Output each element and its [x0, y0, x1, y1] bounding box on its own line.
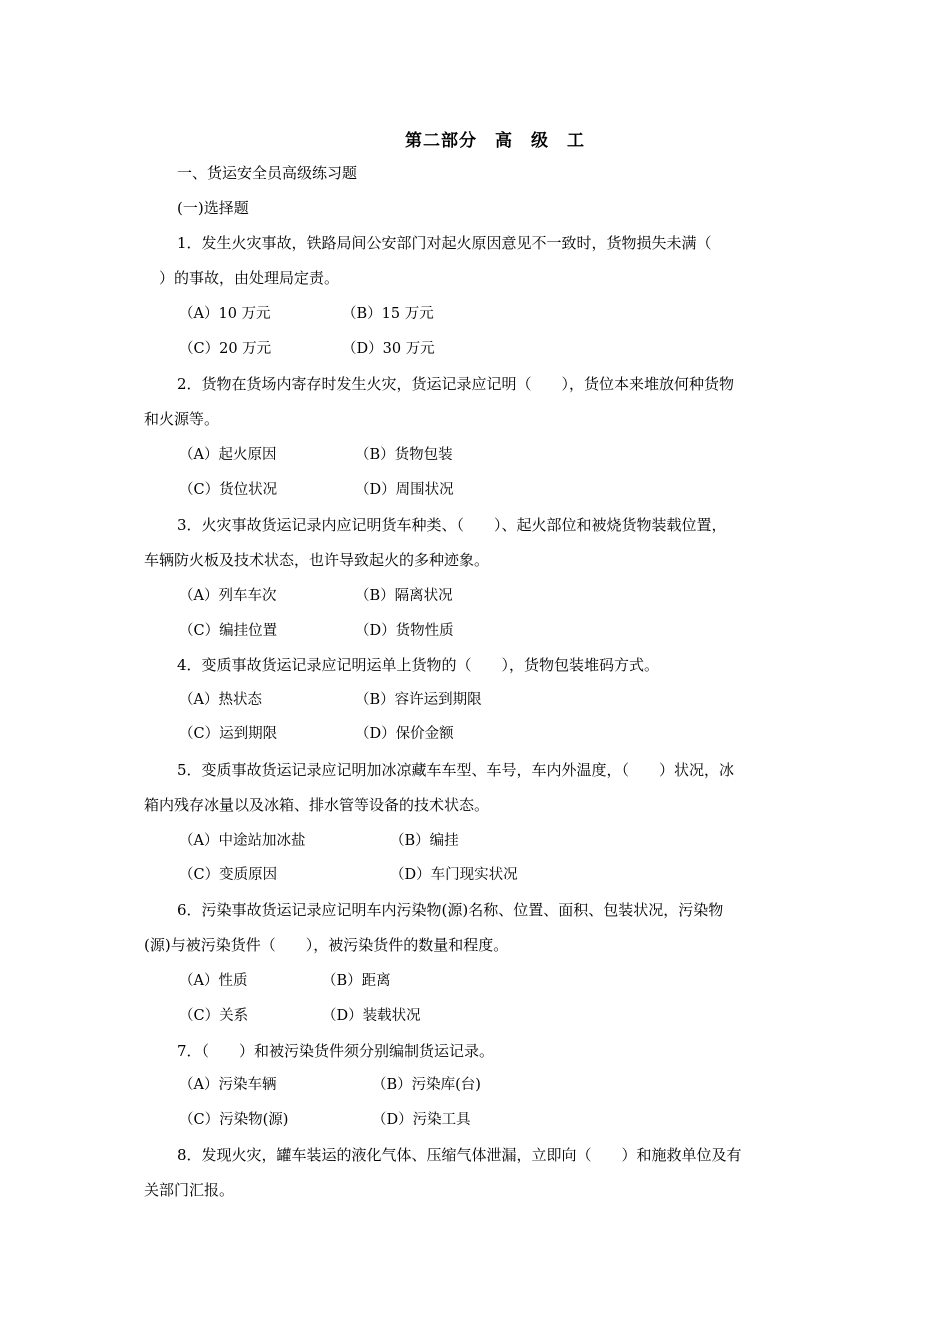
question-2-option-a: （A）起火原因 — [179, 447, 277, 463]
question-5-option-c: （C）变质原因 — [179, 867, 278, 883]
question-4-option-b: （B）容许运到期限 — [355, 692, 482, 708]
page-title: 第二部分 高 级 工 — [405, 131, 585, 151]
question-6-option-c: （C）关系 — [179, 1008, 249, 1024]
question-6-option-a: （A）性质 — [179, 973, 248, 989]
question-8-line-2: 关部门汇报。 — [144, 1181, 235, 1199]
question-3-line-1: 3．火灾事故货运记录内应记明货车种类、（ ）、起火部位和被烧货物装载位置， — [177, 516, 727, 534]
question-2-option-b: （B）货物包装 — [355, 447, 453, 463]
section-heading: 一、货运安全员高级练习题 — [177, 164, 358, 182]
question-5-line-2: 箱内残存冰量以及冰箱、排水管等设备的技术状态。 — [144, 796, 490, 814]
question-6-option-d: （D）装载状况 — [322, 1008, 421, 1024]
question-7-option-b: （B）污染库(台) — [372, 1077, 481, 1093]
question-2-line-1: 2．货物在货场内寄存时发生火灾，货运记录应记明（ ），货位本来堆放何种货物 — [177, 375, 735, 393]
question-1-option-d: （D）30 万元 — [342, 341, 435, 357]
question-2-option-c: （C）货位状况 — [179, 482, 278, 498]
question-2-line-2: 和火源等。 — [144, 410, 220, 428]
question-6-line-1: 6．污染事故货运记录应记明车内污染物(源)名称、位置、面积、包装状况，污染物 — [177, 901, 724, 919]
question-4-option-c: （C）运到期限 — [179, 726, 278, 742]
question-2-option-d: （D）周围状况 — [355, 482, 454, 498]
question-3-option-d: （D）货物性质 — [355, 623, 454, 639]
question-1-option-b: （B）15 万元 — [342, 306, 434, 322]
question-6-line-2: (源)与被污染货件（ ），被污染货件的数量和程度。 — [144, 936, 509, 954]
question-3-option-c: （C）编挂位置 — [179, 623, 278, 639]
question-7-option-d: （D）污染工具 — [372, 1112, 471, 1128]
question-1-option-a: （A）10 万元 — [179, 306, 271, 322]
question-7-option-a: （A）污染车辆 — [179, 1077, 277, 1093]
question-7-option-c: （C）污染物(源) — [179, 1112, 289, 1128]
question-5-option-d: （D）车门现实状况 — [390, 867, 518, 883]
question-1-line-2: ）的事故，由处理局定责。 — [144, 269, 340, 287]
question-4-option-d: （D）保价金额 — [355, 726, 454, 742]
question-5-line-1: 5．变质事故货运记录应记明加冰凉藏车车型、车号，车内外温度，（ ）状况，冰 — [177, 761, 735, 779]
question-4-option-a: （A）热状态 — [179, 692, 262, 708]
question-8-line-1: 8．发现火灾，罐车装运的液化气体、压缩气体泄漏，立即向（ ）和施救单位及有 — [177, 1146, 742, 1164]
question-4-line-1: 4．变质事故货运记录应记明运单上货物的（ ），货物包装堆码方式。 — [177, 656, 660, 674]
question-3-option-b: （B）隔离状况 — [355, 588, 453, 604]
question-1-line-1: 1．发生火灾事故，铁路局间公安部门对起火原因意见不一致时，货物损失未满（ — [177, 234, 712, 252]
question-3-line-2: 车辆防火板及技术状态，也许导致起火的多种迹象。 — [144, 551, 490, 569]
question-7-line-1: 7．（ ）和被污染货件须分别编制货运记录。 — [177, 1042, 495, 1060]
question-5-option-a: （A）中途站加冰盐 — [179, 833, 306, 849]
question-5-option-b: （B）编挂 — [390, 833, 459, 849]
question-6-option-b: （B）距离 — [322, 973, 391, 989]
subsection-heading: (一)选择题 — [177, 199, 249, 217]
question-3-option-a: （A）列车车次 — [179, 588, 277, 604]
question-1-option-c: （C）20 万元 — [179, 341, 272, 357]
